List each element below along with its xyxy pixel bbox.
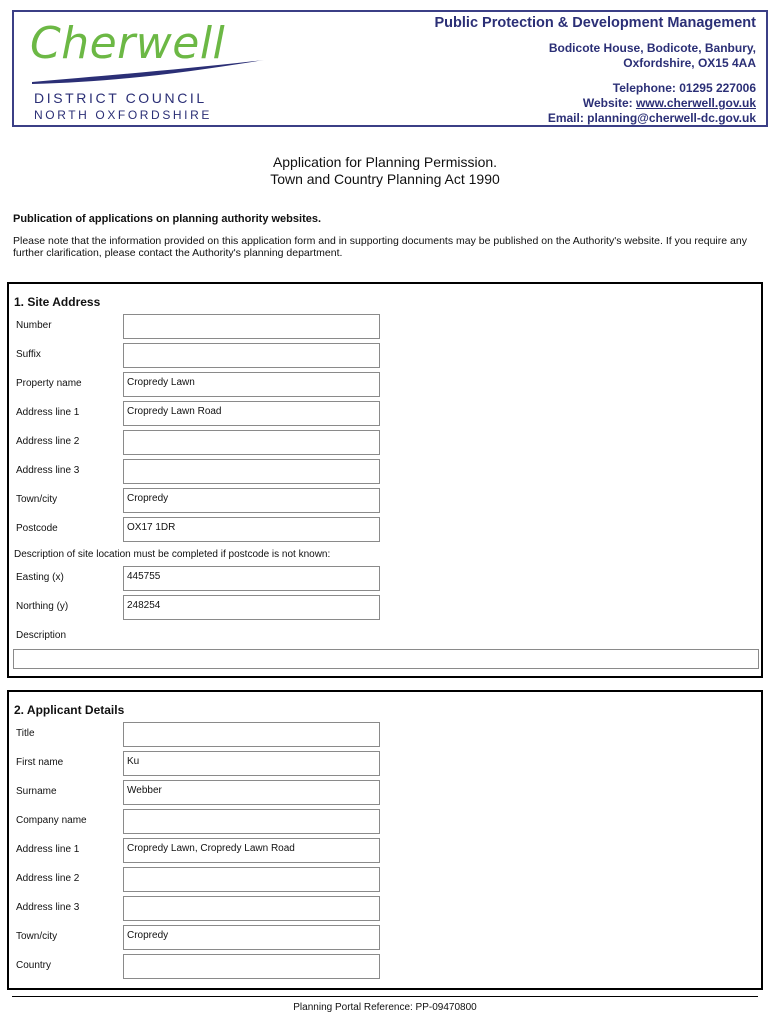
field-label: Number xyxy=(16,320,52,331)
title-field[interactable] xyxy=(123,722,380,747)
title-line-1: Application for Planning Permission. xyxy=(272,154,498,170)
field-label: Postcode xyxy=(16,523,58,534)
surname-field[interactable]: Webber xyxy=(123,780,380,805)
field-row xyxy=(9,517,761,542)
field-label: Company name xyxy=(16,815,87,826)
section-title: 2. Applicant Details xyxy=(14,703,125,717)
postcode-field[interactable]: OX17 1DR xyxy=(123,517,380,542)
section-title: 1. Site Address xyxy=(14,295,101,309)
council-header-banner xyxy=(12,10,768,127)
town-city-field[interactable]: Cropredy xyxy=(123,488,380,513)
cherwell-logo: Cherwell xyxy=(30,18,226,69)
address-line-1-field[interactable]: Cropredy Lawn Road xyxy=(123,401,380,426)
field-label: Address line 3 xyxy=(16,465,80,476)
field-row xyxy=(9,780,761,805)
field-label: Surname xyxy=(16,786,57,797)
telephone: Telephone: 01295 227006 xyxy=(612,81,756,95)
suffix-field[interactable] xyxy=(123,343,380,368)
field-row xyxy=(9,372,761,397)
field-row xyxy=(9,954,761,979)
field-label: Northing (y) xyxy=(16,601,69,612)
field-label: Address line 2 xyxy=(16,873,80,884)
applicant-address-line-3-field[interactable] xyxy=(123,896,380,921)
location-note: Description of site location must be completed if postcode is not known: xyxy=(14,549,331,560)
website-link[interactable]: www.cherwell.gov.uk xyxy=(635,96,756,110)
country-field[interactable] xyxy=(123,954,380,979)
field-row xyxy=(9,566,761,591)
address-line-2-field[interactable] xyxy=(123,430,380,455)
field-label: Town/city xyxy=(16,494,58,505)
applicant-town-city-field[interactable]: Cropredy xyxy=(123,925,380,950)
title-line-2: Town and Country Planning Act 1990 xyxy=(270,171,500,187)
website-label: Website: xyxy=(582,96,636,110)
email-line[interactable]: Email: planning@cherwell-dc.gov.uk xyxy=(547,111,756,125)
northing-field[interactable]: 248254 xyxy=(123,595,380,620)
field-label: Address line 1 xyxy=(16,407,80,418)
applicant-address-line-2-field[interactable] xyxy=(123,867,380,892)
planning-portal-reference: Planning Portal Reference: PP-09470800 xyxy=(293,1002,477,1013)
field-row xyxy=(9,722,761,747)
address-line-3-field[interactable] xyxy=(123,459,380,484)
number-field[interactable] xyxy=(123,314,380,339)
first-name-field[interactable]: Ku xyxy=(123,751,380,776)
publication-heading: Publication of applications on planning authority websites. xyxy=(13,213,322,225)
field-label: Suffix xyxy=(16,349,41,360)
field-row xyxy=(9,925,761,950)
logo-north-oxfordshire: NORTH OXFORDSHIRE xyxy=(34,108,212,122)
document-title xyxy=(0,154,770,188)
field-row xyxy=(9,430,761,455)
company-name-field[interactable] xyxy=(123,809,380,834)
applicant-address-line-1-field[interactable]: Cropredy Lawn, Cropredy Lawn Road xyxy=(123,838,380,863)
field-label: Town/city xyxy=(16,931,58,942)
field-row xyxy=(9,343,761,368)
field-label: Address line 2 xyxy=(16,436,80,447)
field-label: Property name xyxy=(16,378,82,389)
description-label: Description xyxy=(16,630,67,641)
applicant-details-section xyxy=(7,690,763,990)
address-line-2: Oxfordshire, OX15 4AA xyxy=(623,56,756,70)
field-row xyxy=(9,314,761,339)
field-row xyxy=(9,401,761,426)
address-line-1: Bodicote House, Bodicote, Banbury, xyxy=(548,41,756,55)
field-label: First name xyxy=(16,757,64,768)
site-address-section xyxy=(7,282,763,678)
footer-divider xyxy=(12,996,758,997)
publication-note: Please note that the information provided on this application form and in supporting documents may be published on the Authority's website. If you require any further clarification, please contact the Authority's planning department. xyxy=(13,235,747,259)
website-line xyxy=(435,96,756,111)
field-label: Country xyxy=(16,960,52,971)
field-label: Title xyxy=(16,728,35,739)
logo-district-council: DISTRICT COUNCIL xyxy=(34,90,207,106)
field-row xyxy=(9,809,761,834)
field-label: Easting (x) xyxy=(16,572,64,583)
field-row xyxy=(9,488,761,513)
field-row xyxy=(9,595,761,620)
description-field[interactable] xyxy=(13,649,759,669)
easting-field[interactable]: 445755 xyxy=(123,566,380,591)
logo-swoosh-icon xyxy=(28,56,268,86)
department-name: Public Protection & Development Management xyxy=(434,15,756,31)
council-contact-block xyxy=(435,15,756,126)
field-label: Address line 3 xyxy=(16,902,80,913)
field-label: Address line 1 xyxy=(16,844,80,855)
field-row xyxy=(9,751,761,776)
property-name-field[interactable]: Cropredy Lawn xyxy=(123,372,380,397)
field-row xyxy=(9,896,761,921)
field-row xyxy=(9,459,761,484)
field-row xyxy=(9,838,761,863)
field-row xyxy=(9,867,761,892)
